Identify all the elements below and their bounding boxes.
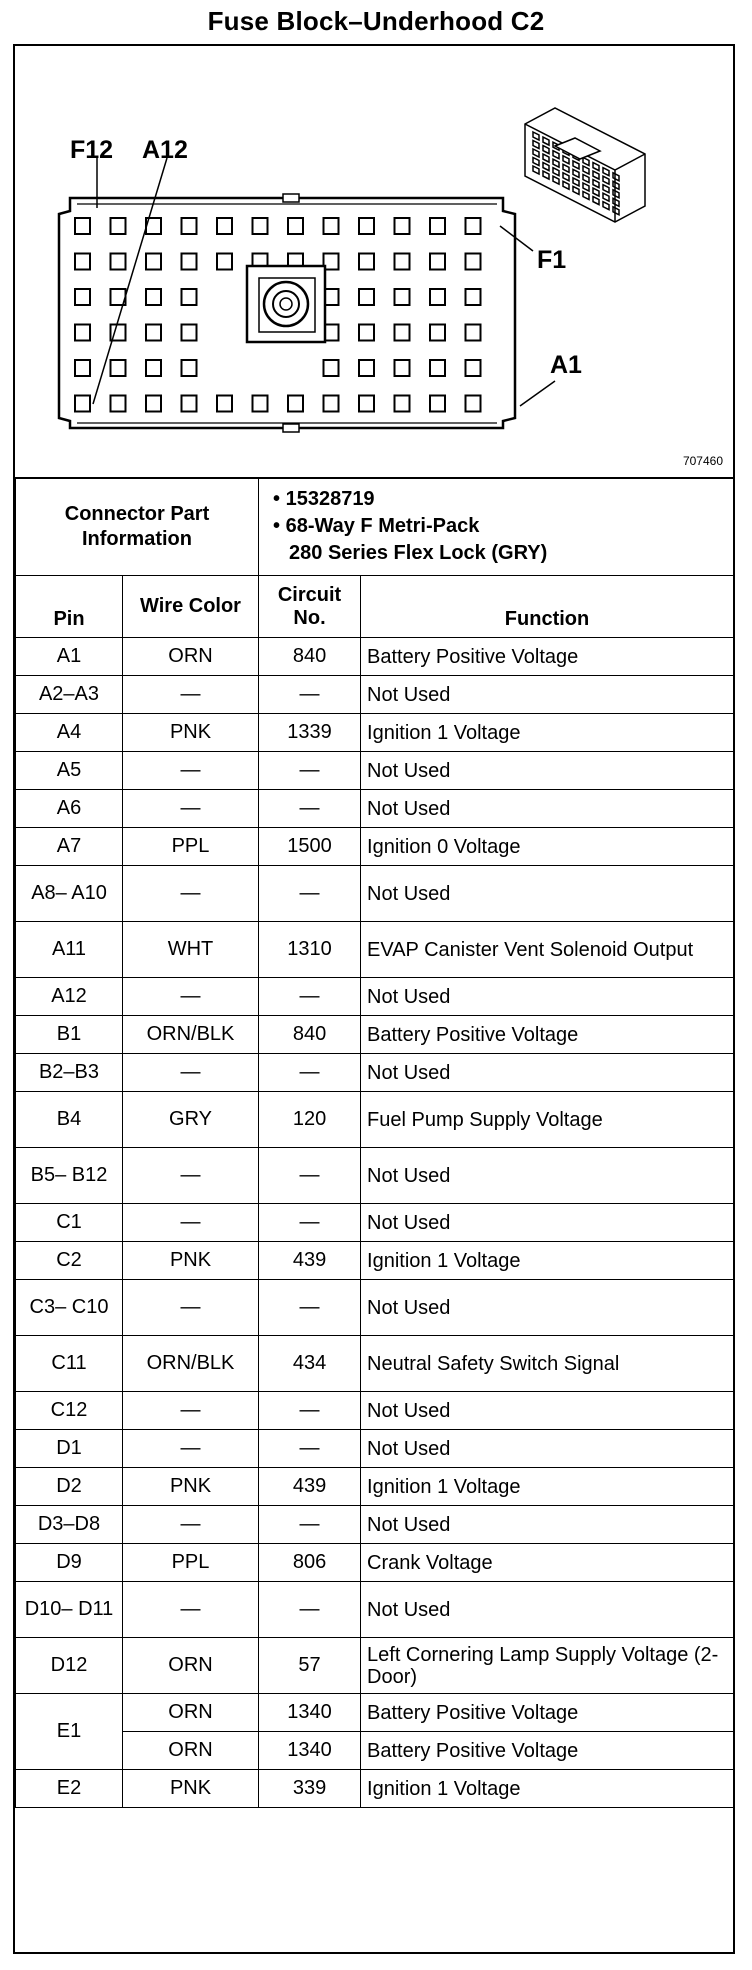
part-line-1: • 15328719: [273, 488, 375, 510]
pin-cell: C2: [16, 1242, 123, 1280]
table-row: [16, 1054, 734, 1092]
wire-color-cell: —: [123, 1280, 259, 1336]
pin-cell: A4: [16, 714, 123, 752]
circuit-cell: 840: [259, 638, 361, 676]
pin-cell: A12: [16, 978, 123, 1016]
function-cell: Not Used: [361, 1280, 734, 1336]
cavity: [253, 218, 268, 234]
cavity: [466, 289, 481, 305]
circuit-cell: —: [259, 978, 361, 1016]
pinout-table: [15, 477, 734, 1808]
pin-cell: A1: [16, 638, 123, 676]
cavity: [182, 396, 197, 412]
circuit-cell: 1340: [259, 1694, 361, 1732]
table-row: [16, 1430, 734, 1468]
table-row: [16, 1468, 734, 1506]
cavity: [182, 360, 197, 376]
cavity: [359, 254, 374, 270]
cavity: [217, 254, 232, 270]
cavity: [324, 360, 339, 376]
wire-color-cell: —: [123, 1506, 259, 1544]
wire-color-cell: ORN: [123, 1694, 259, 1732]
pin-cell: A2–A3: [16, 676, 123, 714]
cavity: [75, 254, 90, 270]
circuit-cell: —: [259, 866, 361, 922]
cavity: [324, 396, 339, 412]
wire-color-cell: —: [123, 866, 259, 922]
wire-color-cell: —: [123, 1204, 259, 1242]
cavity: [395, 218, 410, 234]
wire-color-cell: ORN/BLK: [123, 1336, 259, 1392]
cavity: [466, 360, 481, 376]
table-row: [16, 1392, 734, 1430]
circuit-cell: 806: [259, 1544, 361, 1582]
page-title: Fuse Block–Underhood C2: [207, 6, 545, 36]
table-row: [16, 1544, 734, 1582]
function-cell: Crank Voltage: [361, 1544, 734, 1582]
cavity: [75, 360, 90, 376]
table-row: [16, 1204, 734, 1242]
pin-cell: D12: [16, 1638, 123, 1694]
cavity: [395, 289, 410, 305]
pin-cell: C11: [16, 1336, 123, 1392]
wire-color-cell: PNK: [123, 1770, 259, 1808]
cavity: [146, 396, 161, 412]
wire-color-cell: —: [123, 978, 259, 1016]
table-row: [16, 790, 734, 828]
pin-cell: D3–D8: [16, 1506, 123, 1544]
function-cell: Not Used: [361, 1506, 734, 1544]
pin-cell: A7: [16, 828, 123, 866]
function-cell: Fuel Pump Supply Voltage: [361, 1092, 734, 1148]
cavity: [146, 325, 161, 341]
circuit-cell: 1340: [259, 1732, 361, 1770]
table-row: [16, 1582, 734, 1638]
function-cell: Not Used: [361, 790, 734, 828]
connector-part-label: Connector Part Information: [16, 478, 259, 576]
pin-cell: D2: [16, 1468, 123, 1506]
table-row: [16, 828, 734, 866]
header-wire-color: Wire Color: [123, 576, 259, 638]
circuit-cell: 434: [259, 1336, 361, 1392]
function-cell: Not Used: [361, 1582, 734, 1638]
cavity: [75, 325, 90, 341]
table-row: [16, 676, 734, 714]
pin-cell: B2–B3: [16, 1054, 123, 1092]
wire-color-cell: —: [123, 752, 259, 790]
cavity: [359, 218, 374, 234]
cavity: [146, 254, 161, 270]
cavity: [182, 289, 197, 305]
cavity: [217, 218, 232, 234]
wire-color-cell: PNK: [123, 1468, 259, 1506]
cavity: [111, 396, 126, 412]
circuit-cell: —: [259, 1506, 361, 1544]
wire-color-cell: ORN: [123, 638, 259, 676]
function-cell: Ignition 1 Voltage: [361, 1242, 734, 1280]
function-cell: Not Used: [361, 1392, 734, 1430]
cavity: [359, 360, 374, 376]
cavity: [75, 396, 90, 412]
wire-color-cell: PPL: [123, 1544, 259, 1582]
pin-cell: A8– A10: [16, 866, 123, 922]
pin-cell: C12: [16, 1392, 123, 1430]
table-row: [16, 1148, 734, 1204]
table-header-row: [16, 576, 734, 638]
table-row: [16, 1694, 734, 1732]
cavity: [111, 360, 126, 376]
wire-color-cell: PNK: [123, 714, 259, 752]
pin-cell: C1: [16, 1204, 123, 1242]
pin-cell: A5: [16, 752, 123, 790]
cavity: [359, 289, 374, 305]
circuit-cell: 1310: [259, 922, 361, 978]
table-row: [16, 1242, 734, 1280]
cavity: [395, 325, 410, 341]
cavity: [182, 325, 197, 341]
function-cell: Not Used: [361, 752, 734, 790]
connector-sheet: [13, 44, 735, 1954]
wire-color-cell: —: [123, 1148, 259, 1204]
function-cell: Ignition 1 Voltage: [361, 714, 734, 752]
function-cell: Not Used: [361, 1054, 734, 1092]
cavity: [288, 218, 303, 234]
function-cell: Not Used: [361, 1430, 734, 1468]
circuit-cell: —: [259, 1054, 361, 1092]
cavity: [288, 396, 303, 412]
cavity: [359, 396, 374, 412]
pin-cell: B4: [16, 1092, 123, 1148]
table-row: [16, 1770, 734, 1808]
table-row: [16, 1336, 734, 1392]
table-row: [16, 922, 734, 978]
label-f1: F1: [537, 246, 567, 274]
function-cell: Ignition 1 Voltage: [361, 1770, 734, 1808]
function-cell: Battery Positive Voltage: [361, 638, 734, 676]
circuit-cell: 439: [259, 1468, 361, 1506]
function-cell: Battery Positive Voltage: [361, 1016, 734, 1054]
cavity: [466, 325, 481, 341]
cavity: [430, 289, 445, 305]
header-circuit-no: Circuit No.: [259, 576, 361, 638]
wire-color-cell: PNK: [123, 1242, 259, 1280]
function-cell: Ignition 0 Voltage: [361, 828, 734, 866]
function-cell: Not Used: [361, 1148, 734, 1204]
table-row: [16, 1280, 734, 1336]
circuit-cell: —: [259, 676, 361, 714]
wire-color-cell: —: [123, 676, 259, 714]
wire-color-cell: —: [123, 1582, 259, 1638]
table-row: [16, 1638, 734, 1694]
cavity: [75, 289, 90, 305]
function-cell: Not Used: [361, 978, 734, 1016]
circuit-cell: 1339: [259, 714, 361, 752]
pin-cell: A11: [16, 922, 123, 978]
cavity: [395, 360, 410, 376]
pin-cell: D1: [16, 1430, 123, 1468]
cavity: [217, 396, 232, 412]
circuit-cell: —: [259, 1582, 361, 1638]
table-row: [16, 1506, 734, 1544]
table-row: [16, 978, 734, 1016]
wire-color-cell: —: [123, 1054, 259, 1092]
cavity: [430, 254, 445, 270]
circuit-cell: —: [259, 1148, 361, 1204]
function-cell: Not Used: [361, 676, 734, 714]
table-row: [16, 752, 734, 790]
function-cell: Battery Positive Voltage: [361, 1732, 734, 1770]
cavity: [146, 289, 161, 305]
function-cell: Left Cornering Lamp Supply Voltage (2-Door): [361, 1638, 734, 1694]
wire-color-cell: —: [123, 1430, 259, 1468]
function-cell: Not Used: [361, 1204, 734, 1242]
table-row: [16, 1092, 734, 1148]
wire-color-cell: ORN: [123, 1732, 259, 1770]
cavity: [359, 325, 374, 341]
wire-color-cell: PPL: [123, 828, 259, 866]
wire-color-cell: ORN/BLK: [123, 1016, 259, 1054]
wire-color-cell: —: [123, 1392, 259, 1430]
function-cell: Not Used: [361, 866, 734, 922]
figure-number: 707460: [682, 454, 723, 468]
cavity: [430, 360, 445, 376]
label-f12: F12: [70, 136, 114, 164]
circuit-cell: 1500: [259, 828, 361, 866]
cavity: [182, 218, 197, 234]
connector-face-drawing: [15, 46, 733, 477]
circuit-cell: 57: [259, 1638, 361, 1694]
cavity: [182, 254, 197, 270]
wire-color-cell: ORN: [123, 1638, 259, 1694]
wire-color-cell: WHT: [123, 922, 259, 978]
circuit-cell: 840: [259, 1016, 361, 1054]
header-pin: Pin: [16, 576, 123, 638]
table-row: [16, 866, 734, 922]
table-row: [16, 1016, 734, 1054]
function-cell: Ignition 1 Voltage: [361, 1468, 734, 1506]
table-row: [16, 638, 734, 676]
cavity: [146, 360, 161, 376]
circuit-cell: —: [259, 1430, 361, 1468]
part-line-2: • 68-Way F Metri-Pack: [273, 515, 480, 537]
pin-cell: B1: [16, 1016, 123, 1054]
label-a1: A1: [550, 351, 582, 379]
part-line-3: 280 Series Flex Lock (GRY): [289, 542, 548, 564]
circuit-cell: 439: [259, 1242, 361, 1280]
function-cell: Battery Positive Voltage: [361, 1694, 734, 1732]
cavity: [430, 396, 445, 412]
circuit-cell: —: [259, 1392, 361, 1430]
connector-diagram: [15, 46, 733, 479]
pin-cell: C3– C10: [16, 1280, 123, 1336]
cavity: [466, 254, 481, 270]
header-function: Function: [361, 576, 734, 638]
circuit-cell: —: [259, 1204, 361, 1242]
pin-cell: E1: [16, 1694, 123, 1770]
wire-color-cell: —: [123, 790, 259, 828]
cavity: [111, 254, 126, 270]
table-row: [16, 714, 734, 752]
wire-color-cell: GRY: [123, 1092, 259, 1148]
cavity: [430, 218, 445, 234]
pin-cell: B5– B12: [16, 1148, 123, 1204]
cavity: [430, 325, 445, 341]
circuit-cell: —: [259, 790, 361, 828]
cavity: [324, 218, 339, 234]
circuit-cell: 339: [259, 1770, 361, 1808]
cavity: [75, 218, 90, 234]
pin-cell: D9: [16, 1544, 123, 1582]
circuit-cell: —: [259, 752, 361, 790]
pin-cell: E2: [16, 1770, 123, 1808]
circuit-cell: 120: [259, 1092, 361, 1148]
function-cell: Neutral Safety Switch Signal: [361, 1336, 734, 1392]
cavity: [395, 396, 410, 412]
pin-cell: D10– D11: [16, 1582, 123, 1638]
cavity: [111, 218, 126, 234]
cavity: [395, 254, 410, 270]
cavity: [466, 396, 481, 412]
pin-cell: A6: [16, 790, 123, 828]
connector-part-numbers: [259, 478, 734, 576]
label-a12: A12: [142, 136, 188, 164]
table-row: [16, 1732, 734, 1770]
cavity: [253, 396, 268, 412]
circuit-cell: —: [259, 1280, 361, 1336]
function-cell: EVAP Canister Vent Solenoid Output: [361, 922, 734, 978]
cavity: [466, 218, 481, 234]
connector-info-row: [16, 478, 734, 576]
